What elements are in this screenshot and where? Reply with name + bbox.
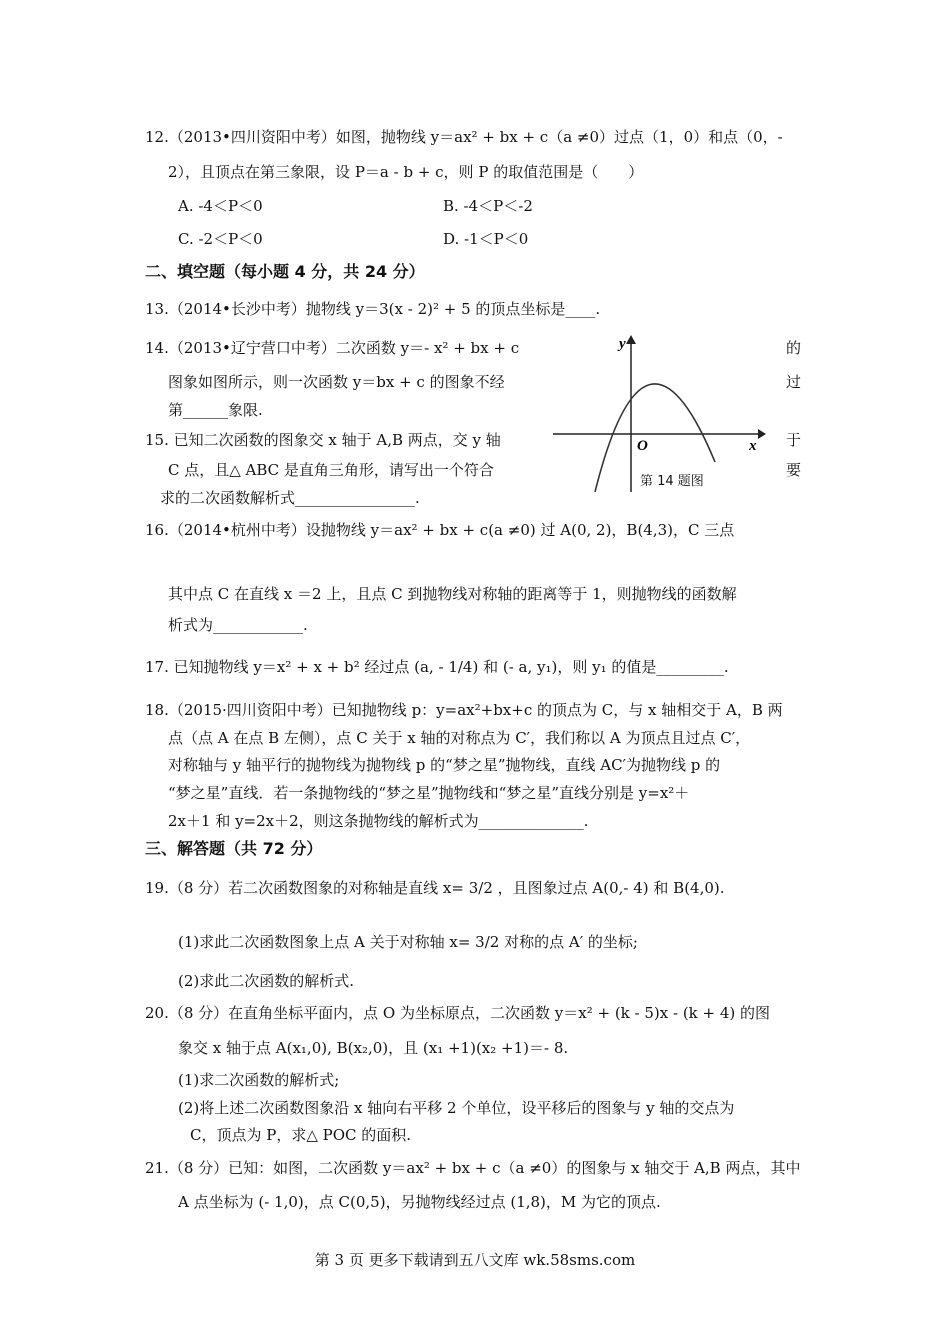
y-axis-arrow: [626, 335, 636, 344]
section-fill-in-heading: 二、填空题（每小题 4 分，共 24 分）: [145, 262, 425, 281]
q19: 19.（8 分）若二次函数图象的对称轴是直线 x= 3/2 ，且图象过点 A(0,- 4) 和 B(4,0).: [145, 879, 725, 897]
q15-line2-tail: 要: [786, 461, 802, 479]
q14-figure-caption: 第 14 题图: [640, 474, 704, 489]
q18-line3: 对称轴与 y 轴平行的抛物线为抛物线 p 的“梦之星”抛物线，直线 AC′为抛物线 p 的: [168, 756, 721, 774]
q21-line1: 21.（8 分）已知：如图，二次函数 y＝ax² + bx + c（a ≠0）的图象与 x 轴交于 A,B 两点，其中: [145, 1159, 801, 1177]
origin-label: O: [637, 438, 648, 454]
q20-line2: 象交 x 轴于点 A(x₁,0), B(x₂,0)，且 (x₁ +1)(x₂ +1)＝- 8.: [178, 1039, 569, 1057]
q18-line1: 18.（2015·四川资阳中考）已知抛物线 p：y=ax²+bx+c 的顶点为 C，与 x 轴相交于 A，B 两: [145, 701, 783, 719]
q14-line3: 第______象限.: [168, 401, 263, 419]
q21-line2: A 点坐标为 (- 1,0)，点 C(0,5)，另抛物线经过点 (1,8)，M 为它的顶点.: [178, 1193, 661, 1211]
q17: 17. 已知抛物线 y＝x² + x + b² 经过点 (a, - 1/4) 和 (- a, y₁)，则 y₁ 的值是_________.: [145, 658, 729, 676]
q12-line1: 12.（2013•四川资阳中考）如图，抛物线 y＝ax² + bx + c（a ≠0）过点（1，0）和点（0，-: [145, 128, 783, 146]
q16-line2: 其中点 C 在直线 x ＝2 上，且点 C 到抛物线对称轴的距离等于 1，则抛物线的函数解: [168, 585, 737, 603]
q15-line3: 求的二次函数解析式________________.: [160, 489, 420, 507]
q18-line2: 点（点 A 在点 B 左侧），点 C 关于 x 轴的对称点为 C′，我们称以 A 为顶点且过点 C′，: [168, 729, 751, 747]
q15-line1-tail: 于: [786, 431, 802, 449]
q18-line5: 2x＋1 和 y=2x＋2，则这条抛物线的解析式为______________.: [168, 812, 589, 830]
section-answer-heading: 三、解答题（共 72 分）: [145, 839, 323, 858]
q20-part2-line1: (2)将上述二次函数图象沿 x 轴向右平移 2 个单位，设平移后的图象与 y 轴的交点为: [178, 1099, 735, 1117]
q12-option-a: A. -4＜P＜0: [178, 197, 263, 215]
page-footer: 第 3 页 更多下载请到五八文库 wk.58sms.com: [314, 1251, 636, 1269]
q14-line2-tail: 过: [786, 373, 802, 391]
x-axis-arrow: [758, 429, 766, 439]
x-axis-label: x: [749, 438, 757, 454]
q12-line2: 2），且顶点在第三象限，设 P＝a - b + c，则 P 的取值范围是（ ）: [168, 163, 644, 181]
q12-option-b: B. -4＜P＜-2: [443, 197, 533, 215]
q16-line1: 16.（2014•杭州中考）设抛物线 y＝ax² + bx + c(a ≠0) 过 A(0, 2)，B(4,3)，C 三点: [145, 521, 735, 539]
q20-part1: (1)求二次函数的解析式;: [178, 1071, 340, 1089]
q16-line3: 析式为____________.: [168, 616, 308, 634]
q14-parabola-figure: [553, 332, 768, 492]
q12-option-c: C. -2＜P＜0: [178, 230, 263, 248]
q15-line2: C 点，且△ ABC 是直角三角形，请写出一个符合: [168, 461, 494, 479]
q12-option-d: D. -1＜P＜0: [443, 230, 529, 248]
q15-line1: 15. 已知二次函数的图象交 x 轴于 A,B 两点，交 y 轴: [145, 431, 501, 449]
q13: 13.（2014•长沙中考）抛物线 y＝3(x - 2)² + 5 的顶点坐标是____.: [145, 300, 601, 318]
q18-line4: “梦之星”直线．若一条抛物线的“梦之星”抛物线和“梦之星”直线分别是 y=x²＋: [168, 784, 690, 802]
q14-line2: 图象如图所示，则一次函数 y＝bx + c 的图象不经: [168, 373, 505, 391]
q19-part1: (1)求此二次函数图象上点 A 关于对称轴 x= 3/2 对称的点 A′ 的坐标;: [178, 933, 638, 951]
q20-part2-line2: C，顶点为 P，求△ POC 的面积.: [190, 1126, 412, 1144]
q20-line1: 20.（8 分）在直角坐标平面内，点 O 为坐标原点，二次函数 y＝x² + (k - 5)x - (k + 4) 的图: [145, 1004, 771, 1022]
q14-line1-tail: 的: [786, 339, 802, 357]
q14-line1: 14.（2013•辽宁营口中考）二次函数 y＝- x² + bx + c: [145, 339, 520, 357]
y-axis-label: y: [619, 336, 626, 352]
q19-part2: (2)求此二次函数的解析式.: [178, 972, 355, 990]
